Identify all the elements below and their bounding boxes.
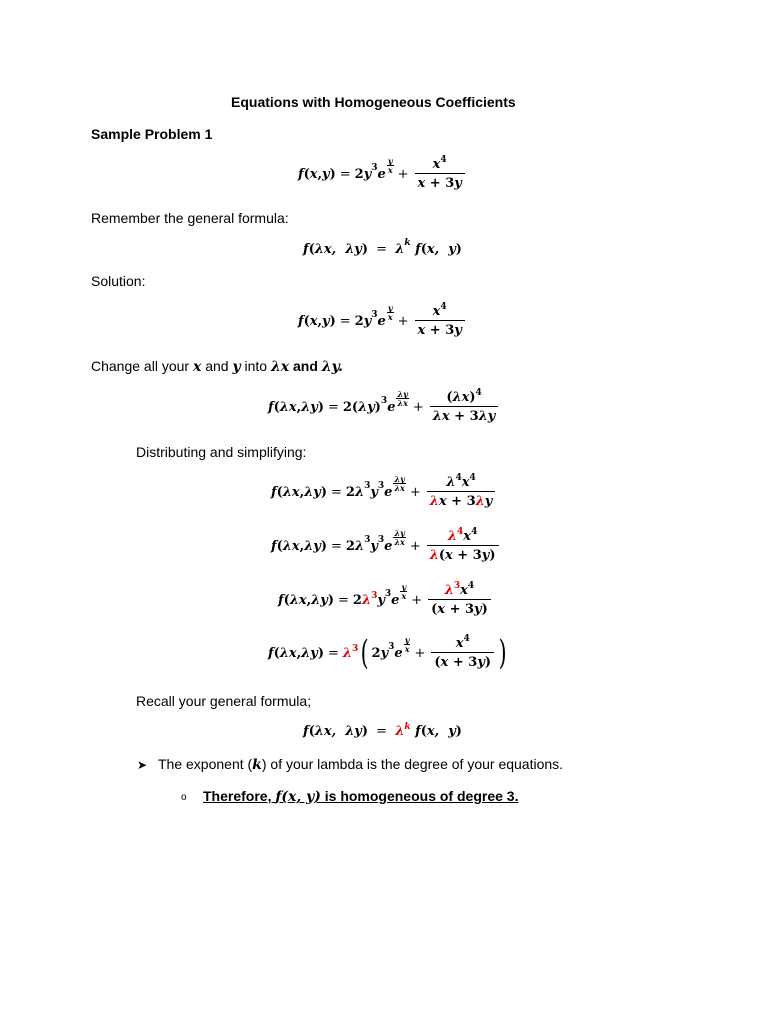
circle-bullet-icon: o: [181, 792, 187, 803]
equation-factored-denominator: f ( λx , λy ) = 2 λ 3 y 3 e λy λx + $\frac{\lambda^4x^4}{\lambda(x + 3y)}$: [271, 530, 501, 562]
equation-function-restated: f ( x , y ) = 2 y 3 e y x + $\frac{x^4}{x + 3y}$: [298, 305, 467, 337]
conclusion-function: f(x, y): [275, 789, 321, 805]
equation-simplified: f ( λx , λy ) = 2 $\lambda^3$ y 3 e y x + $\frac{\lambda^3x^4}{(x + 3y)}$: [278, 584, 493, 616]
page-title: Equations with Homogeneous Coefficients: [231, 94, 516, 110]
recall-text: Recall your general formula;: [136, 693, 312, 709]
bullet-k: k: [252, 757, 262, 773]
conclusion-text-2: is homogeneous of degree 3.: [320, 788, 519, 804]
problem-heading: Sample Problem 1: [91, 126, 213, 142]
change-text-1: Change all your: [91, 358, 193, 374]
change-instruction: [91, 359, 343, 374]
equation-lambda-factored: f ( λx , λy ) = $\lambda^3$ ( 2 y 3 e y x + $\frac{x^4}{(x + 3y)}$ ): [268, 633, 507, 673]
bullet-text-2: ) of your lambda is the degree of your equations.: [261, 756, 564, 772]
equation-general-formula-recalled: f ( λx, λy ) = $\lambda^k$ f ( x, y ): [303, 722, 462, 739]
conclusion-statement: [203, 789, 518, 804]
change-lambda-x: λx: [270, 359, 290, 375]
arrow-bullet-icon: ➤: [137, 758, 148, 772]
bullet-text-1: The exponent (: [158, 756, 253, 772]
equation-distributed: f ( λx , λy ) = 2 λ 3 y 3 e λy λx + $\frac{\lambda^4x^4}{\lambda x + 3\lambda y}$: [271, 476, 497, 508]
solution-label: Solution:: [91, 273, 146, 289]
exponent-statement: [158, 757, 563, 772]
change-text-3: into: [240, 358, 271, 374]
change-y: y: [232, 359, 241, 375]
equation-function-definition: f ( x , y ) = 2 y 3 e y x + $\frac{x^4}{x + 3y}$: [298, 158, 467, 190]
change-text-2: and: [201, 358, 233, 374]
change-lambda-y: λy.: [321, 359, 344, 375]
change-x: x: [192, 359, 202, 375]
conclusion-text-1: Therefore,: [203, 788, 276, 804]
distributing-text: Distributing and simplifying:: [136, 444, 307, 460]
change-and: and: [289, 358, 322, 374]
equation-general-formula: f ( λx, λy ) = λ k f ( x, y ): [303, 238, 462, 257]
equation-substituted: f ( λx , λy ) = 2( λy ) 3 e λy λx + $\frac{(\lambda x)^4}{\lambda x + 3\lambda y}$: [268, 391, 500, 423]
remember-text: Remember the general formula:: [91, 210, 289, 226]
